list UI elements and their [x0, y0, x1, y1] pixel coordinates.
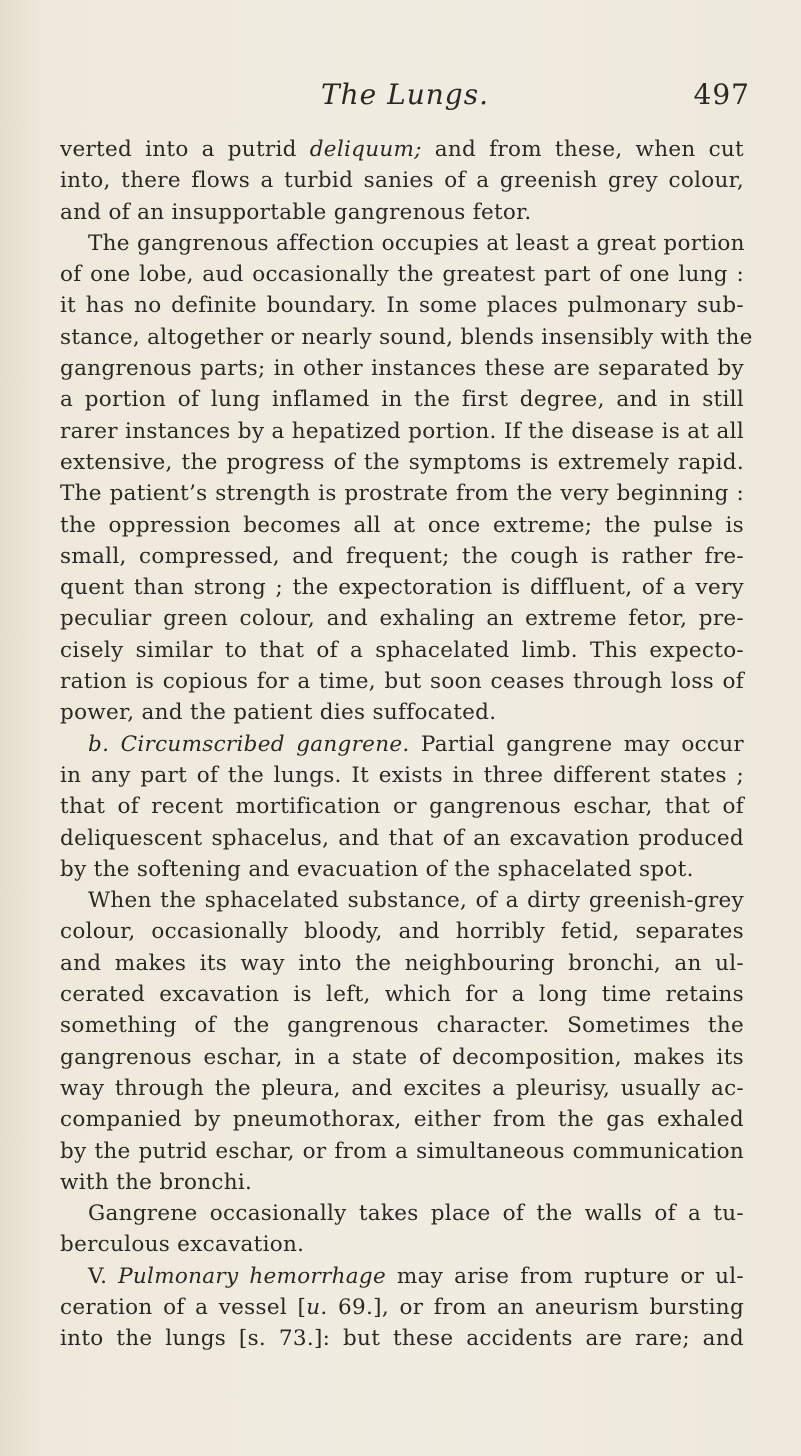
text-line	[60, 228, 744, 259]
text-line	[60, 541, 744, 572]
text-run: a portion of lung inflamed in the first degree, and in still	[60, 387, 744, 413]
text-run: . 69.], or from an aneurism bursting	[320, 1294, 745, 1320]
text-run: ration is copious for a time, but soon ceases through loss of	[60, 669, 744, 695]
text-run: may arise from rupture or ul-	[386, 1263, 744, 1289]
text-line	[60, 416, 744, 447]
text-run: colour, occasionally bloody, and horribly fetid, separates	[60, 919, 744, 945]
text-line	[60, 1229, 744, 1260]
text-run: and makes its way into the neighbouring bronchi, an ul-	[60, 950, 744, 976]
page-number: 497	[693, 78, 750, 111]
text-line	[60, 666, 744, 697]
text-line	[60, 1104, 744, 1135]
text-run: and of an insupportable gangrenous fetor.	[60, 199, 532, 225]
text-line	[60, 1136, 744, 1167]
text-line	[60, 353, 744, 384]
text-run: way through the pleura, and excites a pleurisy, usually ac-	[60, 1075, 744, 1101]
text-run: peculiar green colour, and exhaling an extreme fetor, pre-	[60, 606, 744, 632]
text-line	[60, 510, 744, 541]
running-title: The Lungs.	[320, 78, 490, 111]
text-line	[60, 916, 744, 947]
text-run: The patient’s strength is prostrate from the very beginning :	[60, 481, 744, 507]
text-run: in any part of the lungs. It exists in three different states ;	[60, 762, 744, 788]
text-line	[60, 165, 744, 196]
italic-text: Pulmonary hemorrhage	[118, 1263, 386, 1289]
text-line	[60, 572, 744, 603]
text-line	[60, 635, 744, 666]
text-line	[60, 1198, 744, 1229]
text-run: that of recent mortification or gangrenous eschar, that of	[60, 794, 744, 820]
text-line	[60, 134, 744, 165]
body-text	[60, 134, 753, 1355]
text-line	[60, 729, 744, 760]
text-run: When the sphacelated substance, of a dirty greenish-grey	[88, 888, 744, 914]
text-run: and from these, when cut	[421, 137, 744, 162]
text-line	[60, 979, 744, 1010]
text-run: gangrenous eschar, in a state of decomposition, makes its	[60, 1044, 744, 1070]
text-line	[60, 384, 744, 415]
text-line	[60, 1073, 744, 1104]
text-run: of one lobe, aud occasionally the greatest part of one lung :	[60, 262, 744, 288]
text-run: Partial gangrene may occur	[409, 731, 744, 757]
text-run: quent than strong ; the expectoration is diffluent, of a very	[60, 575, 744, 601]
text-line	[60, 1323, 744, 1354]
text-line	[60, 697, 744, 728]
text-run: ceration of a vessel [	[60, 1294, 307, 1320]
text-run: it has no definite boundary. In some places pulmonary sub-	[60, 293, 744, 319]
text-run: power, and the patient dies suffocated.	[60, 700, 497, 726]
text-line	[60, 322, 753, 353]
text-run: rarer instances by a hepatized portion. If the disease is at all	[60, 418, 744, 444]
text-line	[60, 1261, 744, 1292]
italic-text: b. Circumscribed gangrene.	[88, 731, 410, 757]
text-run: stance, altogether or nearly sound, blends insensibly with the	[60, 324, 753, 350]
text-run: by the softening and evacuation of the sphacelated spot.	[60, 856, 694, 882]
text-line	[60, 823, 744, 854]
text-line	[60, 1042, 744, 1073]
italic-text: deliquum;	[309, 137, 422, 162]
text-run: with the bronchi.	[60, 1169, 253, 1195]
text-run: something of the gangrenous character. Sometimes the	[60, 1013, 744, 1039]
text-run: cerated excavation is left, which for a long time retains	[60, 982, 744, 1008]
text-line	[60, 1010, 744, 1041]
text-run: gangrenous parts; in other instances these are separated by	[60, 356, 744, 382]
italic-text: u	[306, 1294, 321, 1320]
page-header	[60, 78, 750, 122]
text-run: companied by pneumothorax, either from the gas exhaled	[60, 1107, 744, 1133]
text-line	[60, 1292, 744, 1323]
text-run: V.	[88, 1263, 119, 1289]
text-run: berculous excavation.	[60, 1232, 305, 1258]
text-run: cisely similar to that of a sphacelated limb. This expecto-	[60, 637, 744, 663]
text-line	[60, 854, 744, 885]
text-line	[60, 1167, 744, 1198]
text-run: Gangrene occasionally takes place of the walls of a tu-	[88, 1201, 744, 1227]
text-run: the oppression becomes all at once extreme; the pulse is	[60, 512, 744, 538]
text-run: into, there flows a turbid sanies of a greenish grey colour,	[60, 168, 744, 194]
text-run: small, compressed, and frequent; the cough is rather fre-	[60, 543, 744, 569]
text-line	[60, 290, 744, 321]
text-line	[60, 603, 744, 634]
text-line	[60, 447, 744, 478]
text-line	[60, 760, 744, 791]
text-run: extensive, the progress of the symptoms is extremely rapid.	[60, 449, 744, 475]
text-line	[60, 791, 744, 822]
text-run: verted into a putrid	[60, 137, 310, 162]
text-line	[60, 948, 744, 979]
text-line	[60, 259, 744, 290]
text-run: The gangrenous affection occupies at least a great portion	[88, 230, 745, 256]
text-run: by the putrid eschar, or from a simultaneous communication	[60, 1138, 744, 1164]
text-run: into the lungs [s. 73.]: but these accidents are rare; and	[60, 1326, 744, 1352]
text-line	[60, 478, 744, 509]
text-line	[60, 197, 744, 228]
text-run: deliquescent sphacelus, and that of an excavation produced	[60, 825, 744, 851]
text-line	[60, 885, 744, 916]
